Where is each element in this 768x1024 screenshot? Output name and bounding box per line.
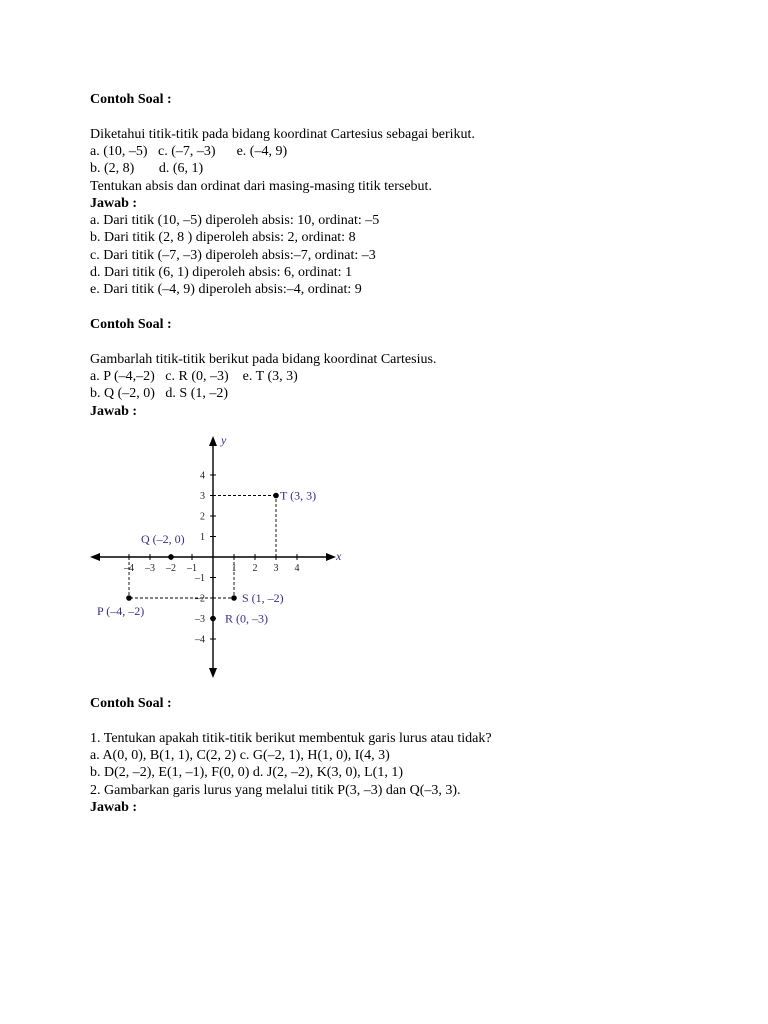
- y-axis-bottom-arrow: [209, 668, 217, 678]
- section3-question1-row-a: a. A(0, 0), B(1, 1), C(2, 2) c. G(–2, 1), H(1, 0), I(4, 3): [90, 748, 390, 763]
- section1-points-row1: a. (10, –5) c. (–7, –3) e. (–4, 9): [90, 144, 288, 159]
- y-axis-label: y: [221, 433, 227, 447]
- section3-heading: Contoh Soal :: [90, 696, 172, 711]
- x-axis-left-arrow: [90, 553, 100, 561]
- section1-heading: Contoh Soal :: [90, 92, 172, 107]
- section1-answer-e: e. Dari titik (–4, 9) diperoleh absis:–4, ordinat: 9: [90, 282, 362, 297]
- point-label-t: T (3, 3): [280, 488, 317, 503]
- section1-answer-a: a. Dari titik (10, –5) diperoleh absis: 10, ordinat: –5: [90, 213, 380, 228]
- section3-question2: 2. Gambarkan garis lurus yang melalui titik P(3, –3) dan Q(–3, 3).: [90, 783, 461, 798]
- section3-question1-row-b: b. D(2, –2), E(1, –1), F(0, 0) d. J(2, –2), K(3, 0), L(1, 1): [90, 765, 404, 780]
- x-tick-label: –4: [124, 563, 134, 574]
- section2-points-row2: b. Q (–2, 0) d. S (1, –2): [90, 386, 229, 401]
- point-s: [231, 595, 237, 601]
- point-t: [273, 493, 279, 499]
- section2-points-row1: a. P (–4,–2) c. R (0, –3) e. T (3, 3): [90, 369, 298, 384]
- section1-task: Tentukan absis dan ordinat dari masing-masing titik tersebut.: [90, 179, 432, 194]
- axes: [90, 433, 342, 678]
- point-label-q: Q (–2, 0): [141, 532, 185, 546]
- y-axis-top-arrow: [209, 436, 217, 446]
- x-tick-label: 2: [252, 563, 258, 574]
- section2-intro: Gambarlah titik-titik berikut pada bidang koordinat Cartesius.: [90, 352, 437, 367]
- y-tick-label: –4: [195, 634, 205, 646]
- section3-question1: 1. Tentukan apakah titik-titik berikut membentuk garis lurus atau tidak?: [90, 731, 492, 746]
- x-tick-label: 1: [231, 563, 237, 574]
- x-tick-label: –2: [166, 563, 176, 574]
- section2-answer-heading: Jawab :: [90, 404, 138, 419]
- y-tick-label: 1: [200, 532, 205, 543]
- x-tick-label: 3: [273, 563, 279, 574]
- x-axis-right-arrow: [326, 553, 336, 561]
- point-label-r: R (0, –3): [225, 611, 268, 626]
- point-label-s: S (1, –2): [242, 591, 284, 605]
- y-tick-label: –3: [195, 614, 205, 625]
- section1-answer-d: d. Dari titik (6, 1) diperoleh absis: 6, ordinat: 1: [90, 265, 353, 280]
- section1-answer-c: c. Dari titik (–7, –3) diperoleh absis:–7, ordinat: –3: [90, 248, 376, 263]
- point-q: [168, 554, 174, 560]
- section1-answer-heading: Jawab :: [90, 196, 138, 211]
- section3-answer-heading: Jawab :: [90, 800, 138, 815]
- section1-answer-b: b. Dari titik (2, 8 ) diperoleh absis: 2, ordinat: 8: [90, 230, 356, 245]
- y-tick-label: 2: [200, 511, 205, 523]
- x-tick-label: –1: [187, 563, 197, 574]
- y-tick-label: 4: [200, 470, 205, 482]
- section2-heading: Contoh Soal :: [90, 317, 172, 332]
- section1-intro: Diketahui titik-titik pada bidang koordinat Cartesius sebagai berikut.: [90, 127, 475, 142]
- y-tick-label: –2: [195, 593, 205, 605]
- x-tick-label: –3: [145, 563, 155, 574]
- point-r: [210, 616, 216, 622]
- y-tick-label: 3: [200, 491, 205, 502]
- point-p: [126, 595, 132, 601]
- cartesian-plane-figure: [88, 432, 348, 682]
- x-tick-label: 4: [294, 563, 300, 574]
- x-axis-label: x: [336, 549, 342, 563]
- point-label-p: P (–4, –2): [97, 604, 145, 618]
- y-tick-label: –1: [195, 573, 205, 584]
- section1-points-row2: b. (2, 8) d. (6, 1): [90, 161, 204, 176]
